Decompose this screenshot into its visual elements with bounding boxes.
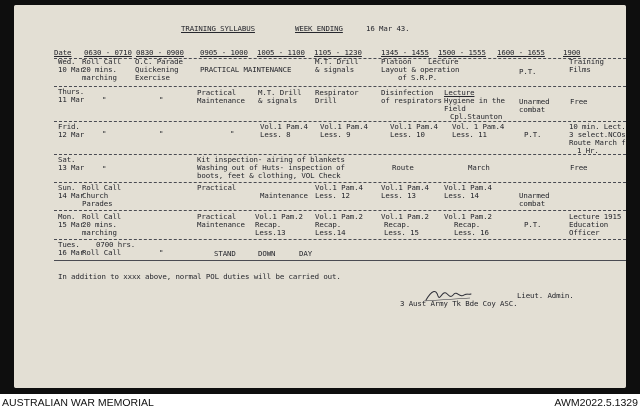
cell-text: M.T. Drill — [315, 57, 359, 66]
cell-text: Vol.1 Pam.4 — [390, 122, 438, 131]
cell-text: Less. 16 — [454, 228, 489, 237]
cell-text: Respirator — [315, 88, 359, 97]
cell-text: Vol. 1 Pam.4 — [452, 122, 505, 131]
col-header-1900: 1900 — [563, 48, 581, 57]
cell-text: Less. 8 — [260, 130, 291, 139]
cell-text: Church — [82, 191, 109, 200]
cell-text: Officer — [569, 228, 600, 237]
table-bottom-rule — [54, 260, 626, 261]
row-divider — [54, 86, 626, 87]
row-sat-date: 13 Mar — [58, 163, 85, 172]
week-label: WEEK ENDING — [295, 24, 343, 33]
cell-text: Vol.1 Pam.2 — [381, 212, 429, 221]
cell-text: Drill — [315, 96, 337, 105]
cell-text: & signals — [315, 65, 355, 74]
row-divider — [54, 239, 626, 240]
cell-text: Practical — [197, 183, 237, 192]
footnote: In addition to xxxx above, normal POL duties will be carried out. — [58, 272, 341, 281]
document-sheet — [14, 5, 626, 388]
cell-text: Practical — [197, 212, 237, 221]
cell-text: Quickening — [135, 65, 179, 74]
ditto-mark: " — [102, 95, 107, 104]
ditto-mark: " — [102, 129, 107, 138]
cell-text: PRACTICAL MAINTENANCE — [200, 65, 292, 74]
cell-text: Maintenance — [197, 96, 245, 105]
cell-text: M.T. Drill — [258, 88, 302, 97]
cell-text: O.C. Parade — [135, 57, 183, 66]
cell-text: Recap. — [454, 220, 481, 229]
col-header-0830: 0830 - 0900 — [136, 48, 184, 57]
cell-text: Lecture 1915 — [569, 212, 622, 221]
cell-text: Roll Call — [82, 57, 122, 66]
cell-text: Hygiene in the — [444, 96, 505, 105]
ditto-mark: " — [159, 248, 164, 257]
cell-text: Less. 14 — [444, 191, 479, 200]
cell-text: Less. 15 — [384, 228, 419, 237]
cell-text: Recap. — [255, 220, 282, 229]
document-title: TRAINING SYLLABUS — [181, 24, 255, 33]
footer-accession-number: AWM2022.5.1329 — [554, 397, 638, 409]
cell-text: Lecture — [428, 57, 459, 66]
cell-text: Vol.1 Pam.4 — [320, 122, 368, 131]
cell-text: Films — [569, 65, 591, 74]
row-thurs-date: 11 Mar — [58, 95, 85, 104]
cell-text: P.T. — [524, 130, 542, 139]
row-sun-day: Sun. — [58, 183, 76, 192]
row-divider — [54, 210, 626, 211]
cell-text: & signals — [258, 96, 298, 105]
cell-text: STAND — [214, 249, 236, 258]
col-header-1345: 1345 - 1455 — [381, 48, 429, 57]
cell-text: Free — [570, 163, 588, 172]
col-header-0630: 0630 - 0710 — [84, 48, 132, 57]
ditto-mark: " — [159, 129, 164, 138]
cell-text: Disinfection — [381, 88, 434, 97]
cell-text: Free — [570, 97, 588, 106]
cell-text: Vol.1 Pam.4 — [381, 183, 429, 192]
row-frid-date: 12 Mar — [58, 130, 85, 139]
row-wed-day: Wed. — [58, 57, 76, 66]
cell-text: Less. 10 — [390, 130, 425, 139]
cell-text: marching — [82, 73, 117, 82]
cell-text: Unarmed — [519, 97, 550, 106]
cell-text: Education — [569, 220, 609, 229]
cell-text: 0700 hrs. — [96, 240, 136, 249]
cell-text: Less.14 — [315, 228, 346, 237]
row-sun-date: 14 Mar — [58, 191, 85, 200]
cell-text: Practical — [197, 88, 237, 97]
cell-text: DOWN — [258, 249, 276, 258]
row-frid-day: Frid. — [58, 122, 80, 131]
row-wed-date: 10 Mar — [58, 65, 85, 74]
cell-text: 3 select.NCOs — [569, 130, 626, 139]
ditto-mark: " — [159, 95, 164, 104]
cell-text: Exercise — [135, 73, 170, 82]
col-header-1105: 1105 - 1230 — [314, 48, 362, 57]
cell-text: Roll Call — [82, 248, 122, 257]
col-header-1600: 1600 - 1655 — [497, 48, 545, 57]
cell-text: 20 mins. — [82, 65, 117, 74]
cell-text: Kit inspection- airing of blankets — [197, 155, 345, 164]
unit-name: 3 Aust Army Tk Bde Coy ASC. — [400, 299, 518, 308]
col-header-date: Date — [54, 48, 72, 57]
cell-text: boots, feet & clothing, VOL Check — [197, 171, 341, 180]
cell-text: P.T. — [524, 220, 542, 229]
cell-text: Vol.1 Pam.2 — [255, 212, 303, 221]
cell-text: Unarmed — [519, 191, 550, 200]
cell-text: Cpl.Staunton — [450, 112, 503, 121]
cell-text: Less. 11 — [452, 130, 487, 139]
ditto-mark: " — [230, 129, 235, 138]
cell-text: Washing out of Huts- inspection of — [197, 163, 345, 172]
cell-text: Field — [444, 104, 466, 113]
footer-institution: AUSTRALIAN WAR MEMORIAL — [2, 397, 154, 409]
cell-text: of respirators — [381, 96, 442, 105]
cell-text: 1 Hr. — [577, 146, 599, 155]
cell-text: Maintenance — [197, 220, 245, 229]
row-sat-day: Sat. — [58, 155, 76, 164]
cell-text: DAY — [299, 249, 313, 258]
archive-footer — [0, 394, 640, 413]
cell-text: 20 mins. — [82, 220, 117, 229]
cell-text: Recap. — [315, 220, 342, 229]
cell-text: Roll Call — [82, 183, 122, 192]
ditto-mark: " — [102, 164, 107, 173]
cell-text: combat — [519, 199, 546, 208]
row-thurs-day: Thurs. — [58, 87, 85, 96]
cell-text: Vol.1 Pam.2 — [315, 212, 363, 221]
cell-text: of S.R.P. — [398, 73, 438, 82]
cell-text: Vol.1 Pam.4 — [260, 122, 308, 131]
row-mon-date: 15 Mar — [58, 220, 85, 229]
cell-text: Vol.1 Pam.4 — [315, 183, 363, 192]
cell-text: March — [468, 163, 490, 172]
cell-text: Lecture — [444, 88, 475, 97]
cell-text: Less. 12 — [315, 191, 350, 200]
row-tues-day: Tues. — [58, 240, 80, 249]
col-header-1005: 1005 - 1100 — [257, 48, 305, 57]
row-mon-day: Mon. — [58, 212, 76, 221]
cell-text: Recap. — [384, 220, 411, 229]
cell-text: Training — [569, 57, 604, 66]
cell-text: Less.13 — [255, 228, 286, 237]
cell-text: Route March f — [569, 138, 626, 147]
cell-text: Less. 13 — [381, 191, 416, 200]
cell-text: Maintenance — [260, 191, 308, 200]
cell-text: Less. 9 — [320, 130, 351, 139]
cell-text: 10 min. Lect. — [569, 122, 626, 131]
cell-text: P.T. — [519, 67, 537, 76]
cell-text: Platoon — [381, 57, 412, 66]
cell-text: Vol.1 Pam.4 — [444, 183, 492, 192]
col-header-0905: 0905 - 1000 — [200, 48, 248, 57]
signatory-title: Lieut. Admin. — [517, 291, 574, 300]
week-date: 16 Mar 43. — [366, 24, 410, 33]
cell-text: Vol.1 Pam.2 — [444, 212, 492, 221]
cell-text: Layout & operation — [381, 65, 460, 74]
cell-text: marching — [82, 228, 117, 237]
row-tues-date: 16 Mar — [58, 248, 85, 257]
cell-text: combat — [519, 105, 546, 114]
cell-text: Roll Call — [82, 212, 122, 221]
col-header-1500: 1500 - 1555 — [438, 48, 486, 57]
cell-text: Parades — [82, 199, 113, 208]
cell-text: Route — [392, 163, 414, 172]
